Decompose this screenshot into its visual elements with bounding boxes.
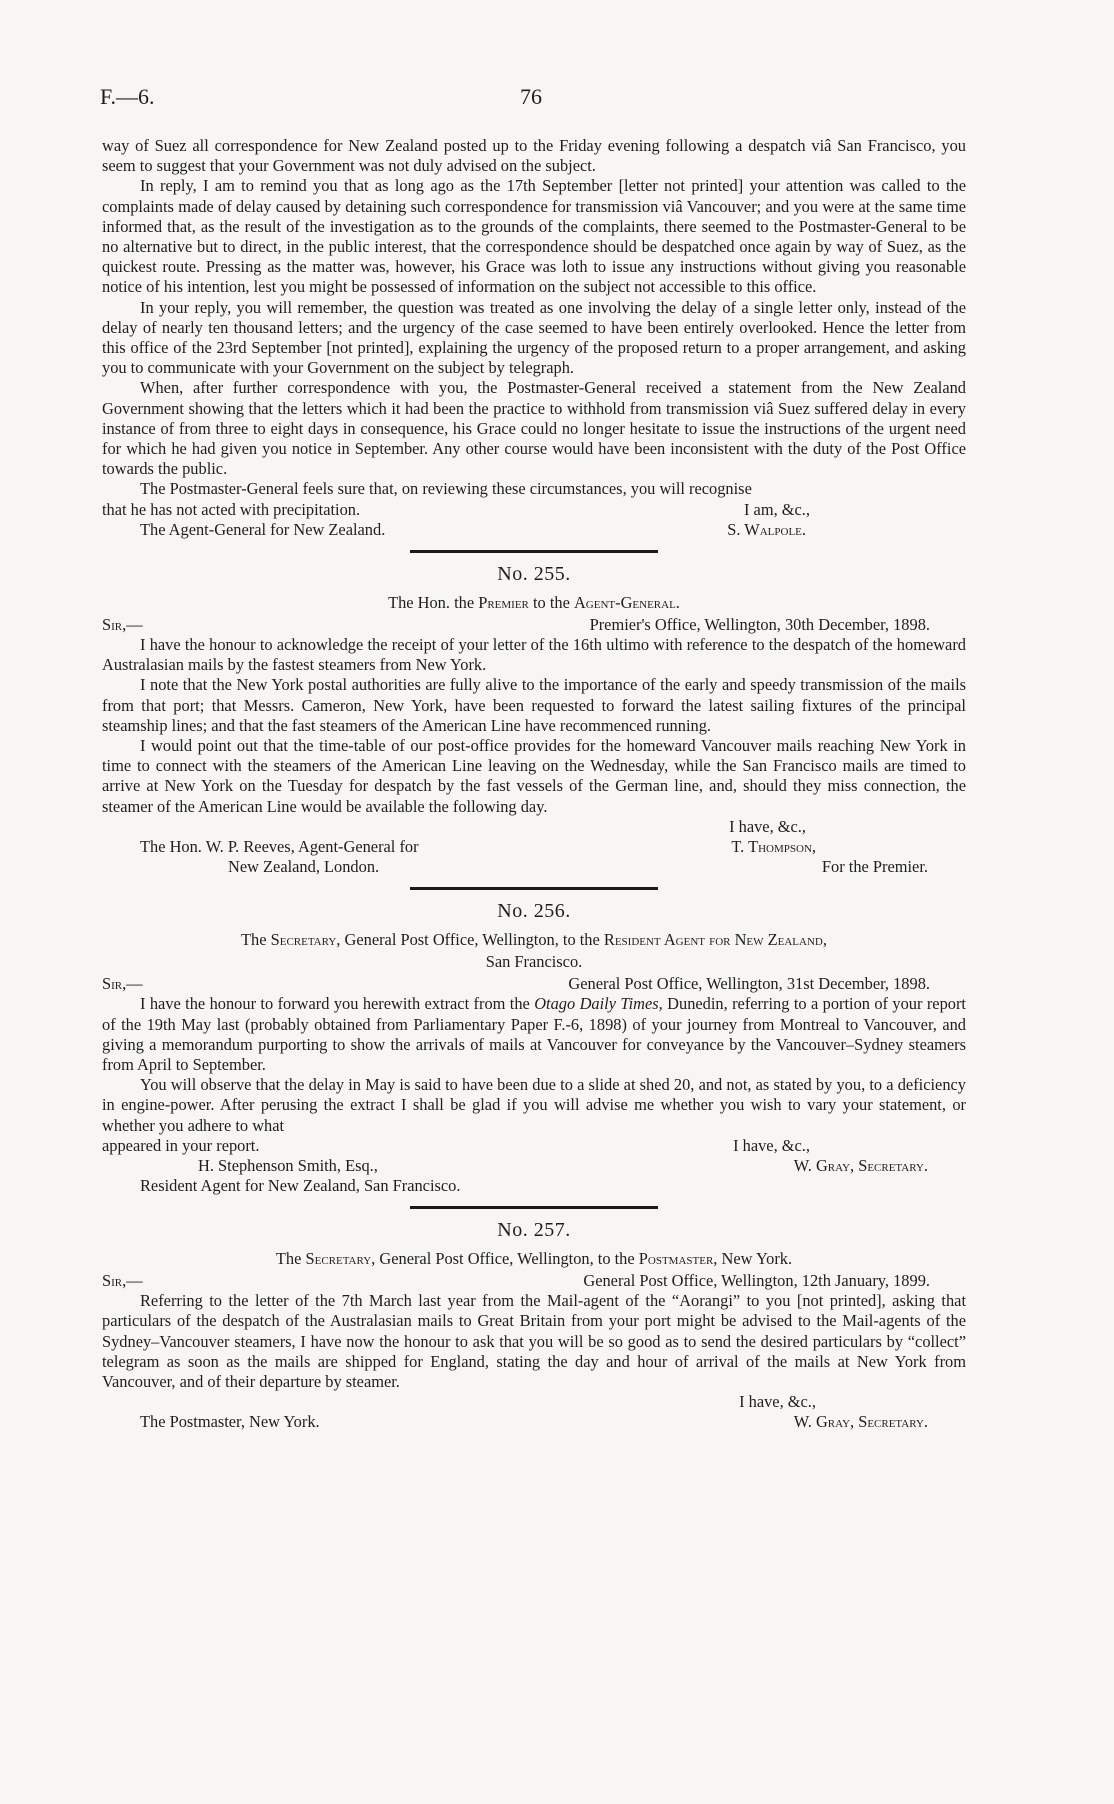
closing-row <box>102 1392 966 1412</box>
section-divider <box>410 550 658 553</box>
page-number: 76 <box>520 84 542 109</box>
signature-row <box>102 1156 966 1176</box>
document-reference: F.—6. <box>100 84 155 109</box>
heading-recipient: Agent-General. <box>573 592 680 612</box>
paragraph: I would point out that the time-table of our post-office provides for the homeward Vancouver mails reaching New York in time to connect with the steamers of the American Line leaving on the Wednesday, while the San Francisco mails are timed to arrive at New York on the Tuesday for despatch by the fast vessels of the German line, and, should they miss connection, the steamer of the American Line would be available the following day. <box>102 736 966 816</box>
heading-sender: Secretary, <box>270 929 341 949</box>
letter-address: Premier's Office, Wellington, 30th December, 1898. <box>589 615 930 635</box>
letter-256 <box>102 898 966 1196</box>
salutation-row <box>102 615 966 635</box>
paragraph: I note that the New York postal authorities are fully alive to the importance of the early and speedy transmission of the mails from that port; that Messrs. Cameron, New York, have been requested to forward the latest sailing fixtures of the principal steamship lines; and that the fast steamers of the American Line have recommenced running. <box>102 675 966 735</box>
paragraph-tail: appeared in your report. <box>102 1135 260 1155</box>
page-header <box>100 84 980 114</box>
newspaper-title: Otago Daily Times, <box>534 994 663 1014</box>
salutation-row <box>102 974 966 994</box>
closing: I have, &c., <box>739 1392 816 1412</box>
closing: I have, &c., <box>733 1135 810 1155</box>
signature: S. Walpole. <box>727 519 806 539</box>
closing-line <box>102 500 966 520</box>
signature: W. Gray, Secretary. <box>793 1412 928 1432</box>
letter-255 <box>102 561 966 877</box>
letter-number: No. 257. <box>497 1218 571 1241</box>
heading-recipient: Postmaster, <box>638 1248 718 1268</box>
heading-text: to the <box>532 592 570 612</box>
signature-row <box>102 1412 966 1432</box>
recipient: The Agent-General for New Zealand. <box>140 519 386 539</box>
section-divider <box>410 887 658 890</box>
recipient-row <box>102 1176 966 1196</box>
letter-254-continuation <box>102 136 966 540</box>
heading-sender: Secretary, <box>305 1248 376 1268</box>
letter-heading <box>102 1249 966 1269</box>
closing: I am, &c., <box>744 499 810 519</box>
heading-sender: Premier <box>478 592 529 612</box>
paragraph: I have the honour to acknowledge the receipt of your letter of the 16th ultimo with reference to the despatch of the homeward Australasian mails by the fastest steamers from New York. <box>102 635 966 675</box>
heading-text: The <box>275 1248 302 1268</box>
recipient: New Zealand, London. <box>228 856 380 876</box>
letter-number: No. 255. <box>497 562 571 585</box>
letter-257 <box>102 1217 966 1432</box>
signature-row <box>102 857 966 877</box>
salutation: Sir,— <box>102 615 143 635</box>
paragraph-text: I have the honour to forward you herewith extract from the <box>140 994 530 1014</box>
heading-text: The <box>241 929 267 949</box>
paragraph: In reply, I am to remind you that as long ago as the 17th September [letter not printed] your attention was called to the complaints made of delay caused by detaining such correspondence for transmission viâ Vancouver; and you were at the same time informed that, as the result of the investigation as to the grounds of the complaints, there seemed to the Postmaster-General to be no alternative but to direct, in the public interest, that the correspondence should be despatched once again by way of Suez, as the quickest route. Pressing as the matter was, however, his Grace was loth to issue any instructions without giving you reasonable notice of his intention, lest you might be possessed of information on the subject not accessible to this office. <box>102 176 966 297</box>
signature: W. Gray, Secretary. <box>793 1155 928 1175</box>
paragraph: In your reply, you will remember, the question was treated as one involving the delay of a single letter only, instead of the delay of nearly ten thousand letters; and the urgency of the case seemed to have been entirely overlooked. Hence the letter from this office of the 23rd September [not printed], explaining the urgency of the proposed return to a proper arrangement, and asking you to communicate with your Government on the subject by telegraph. <box>102 297 966 378</box>
heading-text: New York. <box>721 1248 793 1268</box>
closing: I have, &c., <box>729 816 806 836</box>
salutation: Sir,— <box>102 1271 143 1291</box>
heading-text: General Post Office, Wellington, to the <box>344 929 600 949</box>
salutation: Sir,— <box>102 974 143 994</box>
signature-row <box>102 520 966 540</box>
paragraph <box>102 994 966 1075</box>
paragraph: When, after further correspondence with you, the Postmaster-General received a statement from the New Zealand Government showing that the letters which it had been the practice to withhold from transmission viâ Suez suffered delay in every instance of from three to eight days in consequence, his Grace could no longer hesitate to issue the instructions of the urgent need for which he had given you notice in September. Any other course would have been inconsistent with the duty of the Post Office towards the public. <box>102 378 966 479</box>
paragraph: Referring to the letter of the 7th March last year from the Mail-agent of the “Aorangi” to you [not printed], asking that particulars of the despatch of the Australasian mails to Great Britain from your port might be advised to the Mail-agents of the Sydney–Vancouver steamers, I have now the honour to ask that you will be so good as to send the desired particulars by “collect” telegram as soon as the mails are shipped for England, stating the day and hour of arrival of the mails at New York from Vancouver, and of their departure by steamer. <box>102 1291 966 1391</box>
letter-heading-line2: San Francisco. <box>485 952 583 972</box>
salutation-row <box>102 1271 966 1291</box>
recipient: Resident Agent for New Zealand, San Francisco. <box>140 1175 461 1195</box>
signature-row <box>102 837 966 857</box>
letter-heading <box>102 593 966 613</box>
closing-row <box>102 817 966 837</box>
paragraph: The Postmaster-General feels sure that, on reviewing these circumstances, you will recognise <box>140 479 752 499</box>
heading-recipient: Resident Agent for New Zealand, <box>603 929 827 949</box>
heading-text: The Hon. the <box>388 592 475 612</box>
letter-heading <box>102 930 966 950</box>
paragraph: You will observe that the delay in May is said to have been due to a slide at shed 20, and not, as stated by you, to a deficiency in engine-power. After perusing the extract I shall be glad if you will advise me whether you wish to vary your statement, or whether you adhere to what <box>102 1075 966 1135</box>
recipient: The Postmaster, New York. <box>140 1412 320 1432</box>
heading-text: General Post Office, Wellington, to the <box>379 1248 635 1268</box>
section-divider <box>410 1206 658 1209</box>
letter-address: General Post Office, Wellington, 12th January, 1899. <box>583 1271 930 1291</box>
closing-line <box>102 1136 966 1156</box>
recipient: The Hon. W. P. Reeves, Agent-General for <box>140 836 419 856</box>
letter-number: No. 256. <box>497 899 571 922</box>
signature: T. Thompson, <box>731 836 816 856</box>
recipient: H. Stephenson Smith, Esq., <box>198 1155 378 1175</box>
signature-role: For the Premier. <box>821 856 928 876</box>
paragraph-text: Dunedin, referring to a portion of your report of the 19th May last (probably obtained from Parliamentary Paper F.-6, 1898) of your journey from Montreal to Vancouver, and giving a memorandum purporting to show the arrivals of mails at Vancouver for conveyance by the Vancouver–Sydney steamers from April to September. <box>102 994 966 1074</box>
paragraph-tail: that he has not acted with precipitation. <box>102 499 361 519</box>
paragraph: way of Suez all correspondence for New Zealand posted up to the Friday evening following a despatch viâ San Francisco, you seem to suggest that your Government was not duly advised on the subject. <box>102 136 966 176</box>
page-body <box>102 136 966 1432</box>
letter-address: General Post Office, Wellington, 31st December, 1898. <box>568 974 930 994</box>
